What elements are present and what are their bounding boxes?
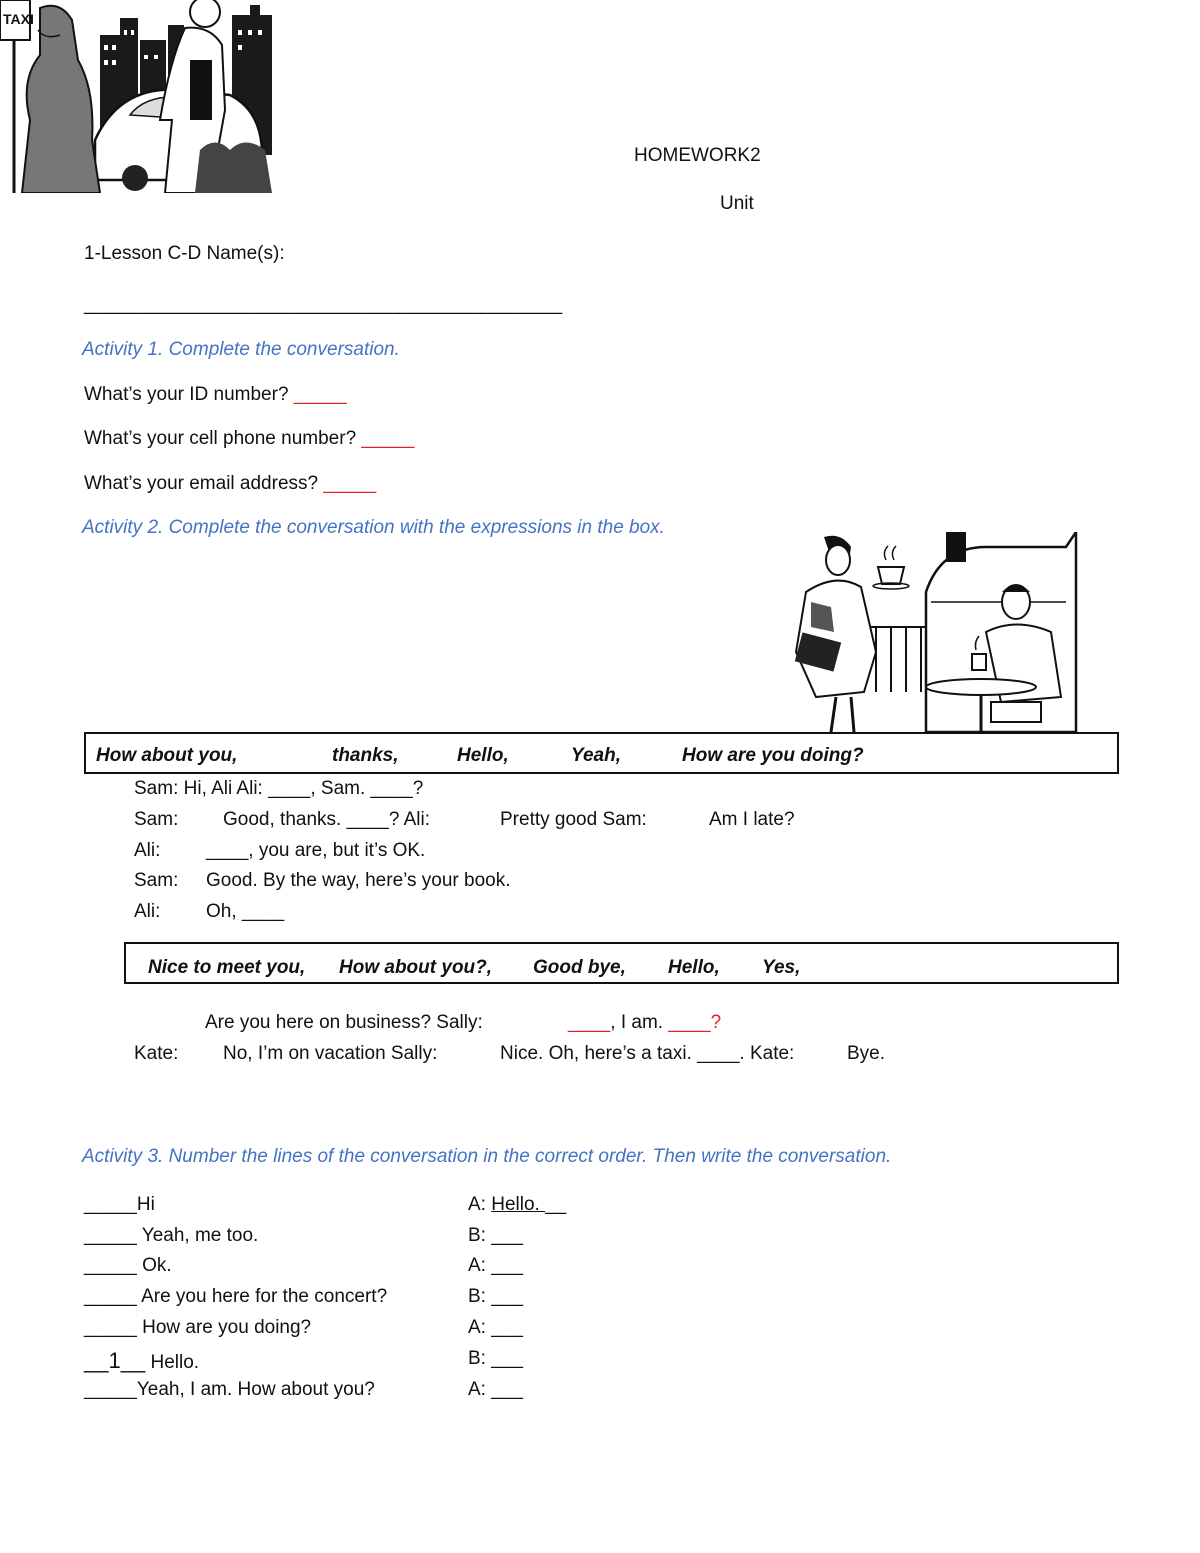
order-text: Yeah, I am. How about you?: [136, 1379, 375, 1400]
order-blank-filled: __1__: [84, 1348, 146, 1373]
conv2-line-2b: Nice. Oh, here’s a taxi. ____. Kate:: [500, 1043, 795, 1064]
unit-label: Unit: [720, 193, 754, 214]
answer-suffix: __: [545, 1194, 567, 1215]
activity1-line-1: [84, 384, 347, 406]
order-text: Are you here for the concert?: [136, 1286, 388, 1307]
conv2-line-2a: No, I’m on vacation Sally:: [223, 1043, 438, 1064]
cafe-illustration: [776, 532, 1080, 732]
order-line: [84, 1255, 172, 1277]
answer-speaker: A:: [468, 1194, 486, 1215]
answer-speaker: B:: [468, 1348, 486, 1369]
box2-expression: How about you?,: [339, 957, 493, 978]
answer-speaker: B:: [468, 1286, 486, 1307]
conv1-speaker: Ali:: [134, 840, 161, 861]
conv1-speaker: Ali:: [134, 901, 161, 922]
box1-expression: Yeah,: [571, 745, 621, 766]
conv2-line-1b: [568, 1012, 721, 1034]
answer-value: Hello.: [491, 1194, 546, 1215]
answer-line: [468, 1255, 523, 1277]
document-title: HOMEWORK2: [634, 145, 761, 166]
conv2-line-2c: Bye.: [847, 1043, 886, 1064]
answer-value: ___: [491, 1348, 523, 1369]
conv1-speaker: Sam:: [134, 809, 179, 830]
activity3-heading: Activity 3. Number the lines of the conversation in the correct order. Then write the conversation.: [82, 1146, 892, 1167]
order-line: [84, 1379, 375, 1401]
name-line: _______________________________________________: [84, 294, 562, 315]
order-line: [84, 1317, 311, 1339]
box2-expression: Yes,: [762, 957, 801, 978]
conv1-line-2a: Good, thanks. ____? Ali:: [223, 809, 431, 830]
order-text: Yeah, me too.: [136, 1225, 259, 1246]
order-text: How are you doing?: [136, 1317, 312, 1338]
order-blank: _____: [84, 1317, 137, 1338]
box2-expression: Nice to meet you,: [148, 957, 306, 978]
conv2-speaker: Kate:: [134, 1043, 179, 1064]
order-text: Hello.: [145, 1352, 200, 1373]
order-blank: _____: [84, 1225, 137, 1246]
conv1-speaker: Sam:: [134, 870, 179, 891]
answer-value: ___: [491, 1255, 523, 1276]
question-text: What’s your email address?: [84, 473, 319, 494]
answer-speaker: A:: [468, 1255, 486, 1276]
conv1-line-5: Oh, ____: [206, 901, 285, 922]
conv1-line-2c: Am I late?: [709, 809, 795, 830]
order-text: Ok.: [136, 1255, 172, 1276]
answer-blank: _____: [293, 384, 347, 405]
answer-speaker: A:: [468, 1379, 486, 1400]
taxi-street-illustration: [0, 0, 272, 193]
order-line: [84, 1348, 199, 1374]
answer-value: ___: [491, 1225, 523, 1246]
conv1-line-3: ____, you are, but it’s OK.: [206, 840, 426, 861]
question-text: What’s your cell phone number?: [84, 428, 357, 449]
order-blank: _____: [84, 1286, 137, 1307]
activity1-line-3: [84, 473, 376, 495]
conv1-line-1: Sam: Hi, Ali Ali: ____, Sam. ____?: [134, 778, 424, 799]
box1-expression: How are you doing?: [682, 745, 864, 766]
answer-blank: _____: [361, 428, 415, 449]
box2-expression: Hello,: [668, 957, 720, 978]
box1-expression: thanks,: [332, 745, 399, 766]
answer-blank: ____: [568, 1012, 611, 1033]
activity1-heading: Activity 1. Complete the conversation.: [82, 339, 400, 360]
answer-value: ___: [491, 1286, 523, 1307]
answer-speaker: A:: [468, 1317, 486, 1338]
order-blank: _____: [84, 1194, 137, 1215]
answer-line: [468, 1225, 523, 1247]
answer-value: ___: [491, 1317, 523, 1338]
conv2-text: , I am.: [610, 1012, 664, 1033]
answer-line: [468, 1286, 523, 1308]
order-blank: _____: [84, 1255, 137, 1276]
box2-expression: Good bye,: [533, 957, 626, 978]
svg-text:TAXI: TAXI: [3, 11, 34, 27]
answer-line: [468, 1348, 523, 1370]
order-line: [84, 1194, 155, 1216]
order-line: [84, 1286, 387, 1308]
order-line: [84, 1225, 258, 1247]
box1-expression: Hello,: [457, 745, 509, 766]
lesson-name-label: 1-Lesson C-D Name(s):: [84, 243, 285, 264]
answer-blank: _____: [323, 473, 377, 494]
activity2-heading: Activity 2. Complete the conversation with the expressions in the box.: [82, 517, 665, 538]
answer-blank: ____?: [668, 1012, 722, 1033]
box1-expression: How about you,: [96, 745, 238, 766]
answer-line: [468, 1317, 523, 1339]
answer-line: [468, 1194, 566, 1216]
expressions-box-1: [84, 732, 1119, 774]
order-blank: _____: [84, 1379, 137, 1400]
activity1-line-2: [84, 428, 414, 450]
answer-value: ___: [491, 1379, 523, 1400]
conv1-line-2b: Pretty good Sam:: [500, 809, 647, 830]
answer-line: [468, 1379, 523, 1401]
answer-speaker: B:: [468, 1225, 486, 1246]
question-text: What’s your ID number?: [84, 384, 289, 405]
expressions-box-2: [124, 942, 1119, 984]
conv1-line-4: Good. By the way, here’s your book.: [206, 870, 511, 891]
conv2-line-1a: Are you here on business? Sally:: [205, 1012, 483, 1033]
order-text: Hi: [136, 1194, 155, 1215]
